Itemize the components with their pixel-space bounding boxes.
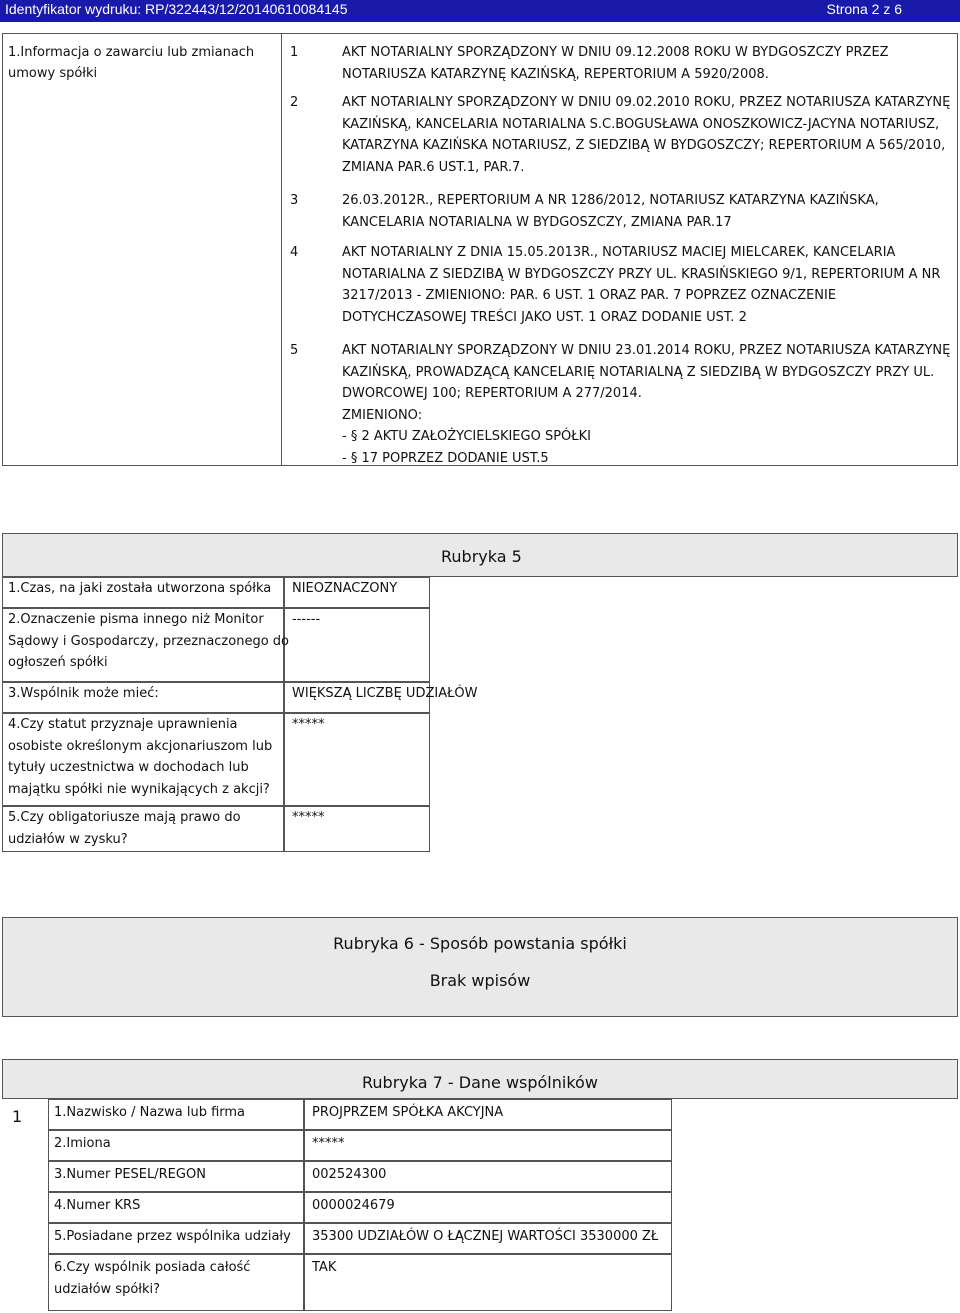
rubryka5-field-label: 4.Czy statut przyznaje uprawnienia [8, 717, 238, 732]
entry-number: 1 [290, 45, 299, 60]
rubryka6-title: Rubryka 6 - Sposób powstania spółki [333, 934, 627, 953]
rubryka6-empty-note: Brak wpisów [429, 971, 531, 990]
rubryka5-field-label: osobiste określonym akcjonariuszom lub [8, 738, 273, 754]
entry-text-line: ZMIANA PAR.6 UST.1, PAR.7. [342, 159, 525, 175]
rubryka5-field-value: ***** [292, 810, 325, 825]
rubryka7-field-label: 3.Numer PESEL/REGON [54, 1167, 206, 1182]
rubryka7-title: Rubryka 7 - Dane wspólników [362, 1073, 598, 1092]
rubryka7-field-value: 0000024679 [312, 1198, 395, 1213]
entry-text-line: KAZIŃSKĄ, PROWADZĄCĄ KANCELARIĘ NOTARIALNĄ Z SIEDZIBĄ W BYDGOSZCZY PRZY UL. [342, 364, 935, 380]
rubryka7-field-value: 002524300 [312, 1167, 387, 1182]
entry-text-line: DWORCOWEJ 100; REPERTORIUM A 277/2014. [342, 386, 642, 401]
rubryka5-field-label: Sądowy i Gospodarczy, przeznaczonego do [8, 633, 289, 649]
print-header-bar [0, 0, 960, 22]
rubryka7-field-value: 35300 UDZIAŁÓW O ŁĄCZNEJ WARTOŚCI 3530000 ZŁ [312, 1229, 659, 1244]
rubryka5-field-label: tytuły uczestnictwa w dochodach lub [8, 760, 249, 775]
entry-text-line: AKT NOTARIALNY SPORZĄDZONY W DNIU 09.12.2008 ROKU W BYDGOSZCZY PRZEZ [342, 45, 889, 60]
rubryka5-field-value: NIEOZNACZONY [292, 581, 398, 596]
print-identifier: Identyfikator wydruku: RP/322443/12/20140610084145 [5, 1, 348, 17]
rubryka7-field-value: PROJPRZEM SPÓŁKA AKCYJNA [312, 1105, 504, 1120]
entry-text-line: 3217/2013 - ZMIENIONO: PAR. 6 UST. 1 ORAZ PAR. 7 POPRZEZ OZNACZENIE [342, 288, 837, 303]
rubryka5-field-label: 2.Oznaczenie pisma innego niż Monitor [8, 612, 264, 627]
rubryka7-field-label: 4.Numer KRS [54, 1198, 141, 1213]
section1-divider [281, 33, 282, 466]
entry-text-line: KAZIŃSKĄ, KANCELARIA NOTARIALNA S.C.BOGUSŁAWA ONOSZKOWICZ-JACYNA NOTARIUSZ, [342, 116, 940, 132]
entry-number: 2 [290, 95, 299, 110]
rubryka5-title: Rubryka 5 [441, 547, 522, 566]
entry-text-line: AKT NOTARIALNY SPORZĄDZONY W DNIU 09.02.2010 ROKU, PRZEZ NOTARIUSZA KATARZYNĘ [342, 95, 951, 110]
rubryka7-field-label: 2.Imiona [54, 1136, 111, 1151]
rubryka7-index: 1 [12, 1107, 23, 1126]
entry-text-line: - § 2 AKTU ZAŁOŻYCIELSKIEGO SPÓŁKI [342, 429, 591, 444]
rubryka5-field-value: WIĘKSZĄ LICZBĘ UDZIAŁÓW [292, 686, 478, 701]
rubryka7-field-label: udziałów spółki? [54, 1281, 161, 1297]
page-number: Strona 2 z 6 [826, 1, 902, 17]
entry-number: 5 [290, 343, 299, 358]
rubryka5-field-label: majątku spółki nie wynikających z akcji? [8, 781, 270, 797]
entry-text-line: NOTARIUSZA KATARZYNĘ KAZIŃSKĄ, REPERTORIUM A 5920/2008. [342, 66, 769, 82]
entry-text-line: ZMIENIONO: [342, 407, 423, 423]
entry-text-line: 26.03.2012R., REPERTORIUM A NR 1286/2012, NOTARIUSZ KATARZYNA KAZIŃSKA, [342, 193, 879, 208]
entry-text-line: - § 17 POPRZEZ DODANIE UST.5 [342, 450, 549, 466]
rubryka7-value-cell [304, 1130, 672, 1161]
entry-text-line: KATARZYNA KAZIŃSKA NOTARIUSZ, Z SIEDZIBĄ W BYDGOSZCZY; REPERTORIUM A 565/2010, [342, 138, 946, 153]
rubryka7-field-label: 6.Czy wspólnik posiada całość [54, 1260, 251, 1275]
rubryka5-field-value: ------ [292, 612, 321, 627]
entry-number: 3 [290, 193, 299, 208]
rubryka5-field-label: ogłoszeń spółki [8, 655, 108, 670]
entry-number: 4 [290, 245, 299, 260]
rubryka5-field-label: udziałów w zysku? [8, 831, 128, 847]
rubryka7-field-label: 1.Nazwisko / Nazwa lub firma [54, 1105, 246, 1120]
rubryka5-field-label: 3.Wspólnik może mieć: [8, 686, 159, 701]
rubryka5-field-label: 1.Czas, na jaki została utworzona spółka [8, 581, 272, 596]
rubryka7-field-value: TAK [312, 1260, 337, 1275]
rubryka5-field-label: 5.Czy obligatoriusze mają prawo do [8, 810, 241, 825]
rubryka6-header [2, 917, 958, 1017]
rubryka7-value-cell [304, 1254, 672, 1311]
entry-text-line: AKT NOTARIALNY SPORZĄDZONY W DNIU 23.01.2014 ROKU, PRZEZ NOTARIUSZA KATARZYNĘ [342, 343, 951, 358]
rubryka7-field-label: 5.Posiadane przez wspólnika udziały [54, 1229, 291, 1244]
entry-text-line: DOTYCHCZASOWEJ TREŚCI JAKO UST. 1 ORAZ DODANIE UST. 2 [342, 309, 747, 325]
entry-text-line: NOTARIALNA Z SIEDZIBĄ W BYDGOSZCZY PRZY UL. KRASIŃSKIEGO 9/1, REPERTORIUM A NR [342, 266, 941, 282]
section1-label-line2: umowy spółki [8, 66, 98, 81]
entry-text-line: KANCELARIA NOTARIALNA W BYDGOSZCZY, ZMIANA PAR.17 [342, 214, 732, 230]
rubryka7-field-value: ***** [312, 1136, 345, 1151]
entry-text-line: AKT NOTARIALNY Z DNIA 15.05.2013R., NOTARIUSZ MACIEJ MIELCAREK, KANCELARIA [342, 245, 896, 260]
rubryka5-field-value: ***** [292, 717, 325, 732]
section1-label-line1: 1.Informacja o zawarciu lub zmianach [8, 45, 255, 60]
